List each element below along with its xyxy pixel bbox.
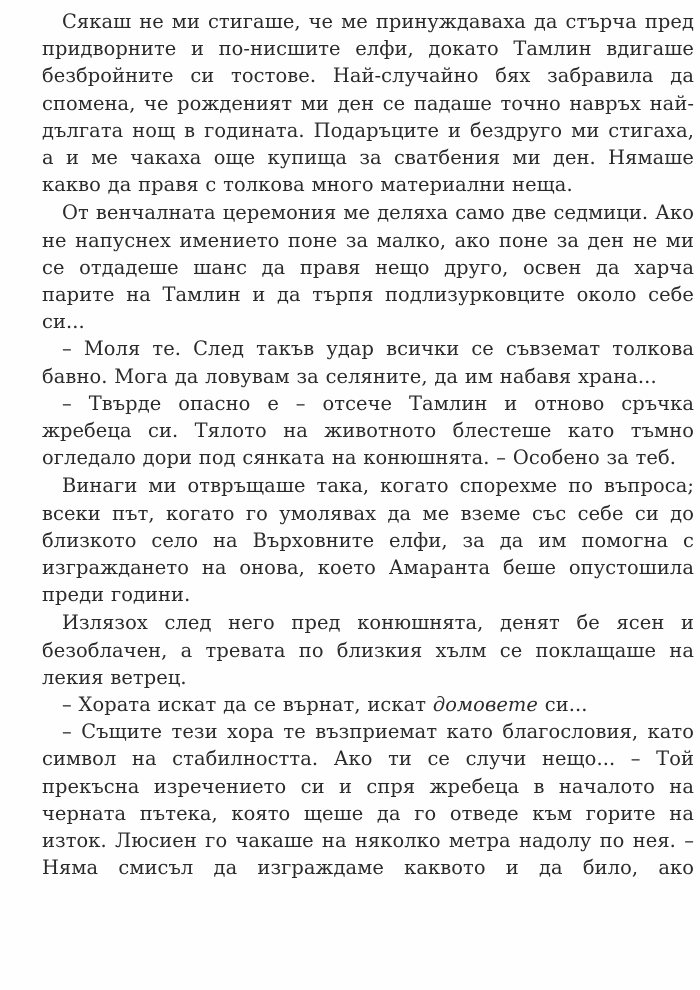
- paragraph-7-after: си...: [537, 693, 588, 717]
- paragraph-2: От венчалната церемония ме деляха само две седмици. Ако не напуснех имението поне за малко, ако поне за ден не ми се отдадеше шанс да правя нещо друго, освен да харча парите на Тамлин и да търпя подлизурковците около себе си...: [42, 201, 694, 334]
- paragraph-1: Сякаш не ми стигаше, че ме принуждаваха да стърча пред придворните и по-нисшите елфи, докато Тамлин вдигаше безбройните си тостове. Най-случайно бях забравила да спомена, че рожденият ми ден се падаше точно навръх най-дългата нощ в годината. Подаръците и бездруго ми стигаха, а и ме чакаха още купища за сватбения ми ден. Нямаше какво да правя с толкова много материални неща.: [42, 10, 694, 197]
- paragraph-5: Винаги ми отвръщаше така, когато спорехме по въпроса; всеки път, когато го умолявах да ме вземе със себе си до близкото село на Върховните елфи, за да им помогна с изграждането на онова, което Амаранта беше опустошила преди години.: [42, 474, 694, 607]
- paragraph-7: [42, 691, 694, 718]
- paragraph-6: Излязох след него пред конюшнята, денят бе ясен и безоблачен, а тревата по близкия хълм се поклащаше на лекия ветрец.: [42, 611, 694, 689]
- paragraph-3: – Моля те. След такъв удар всички се съвземат толкова бавно. Мога да ловувам за селяните, да им набавя храна...: [42, 337, 694, 388]
- paragraph-8: – Същите тези хора те възприемат като благословия, като символ на стабилността. Ако ти се случи нещо... – Той прекъсна изречението си и спря жребеца в началото на черната пътека, която щеше да го отведе към горите на изток. Люсиен го чакаше на няколко метра надолу по нея. – Няма смисъл да изграждаме каквото и да било, ако: [42, 720, 694, 880]
- book-page: [42, 8, 694, 882]
- paragraph-7-before: – Хората искат да се върнат, искат: [62, 693, 433, 717]
- paragraph-4: – Твърде опасно е – отсече Тамлин и отново сръчка жребеца си. Тялото на животното блестеше като тъмно огледало дори под сянката на конюшнята. – Особено за теб.: [42, 391, 694, 470]
- paragraph-7-emphasis: домовете: [432, 693, 538, 717]
